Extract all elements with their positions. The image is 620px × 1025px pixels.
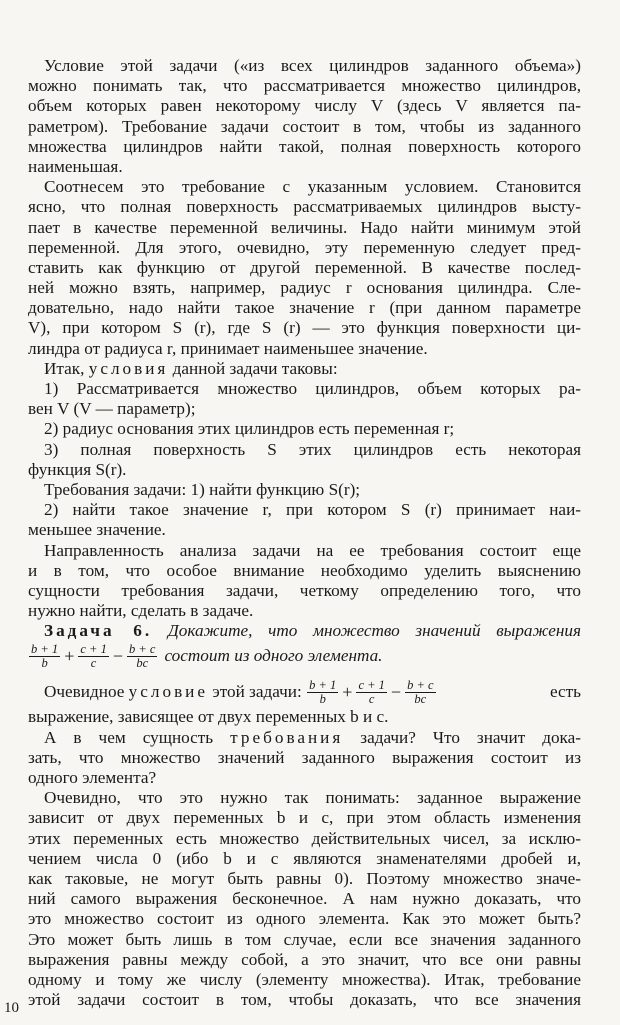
text-line: переменной. Для этого, очевидно, эту переменную следует пред- xyxy=(28,237,581,257)
text-line: довательно, надо найти такое значение r (при данном параметре xyxy=(28,298,581,318)
text-line: V), при котором S (r), где S (r) — это функция поверхности ци- xyxy=(28,318,581,338)
task-heading xyxy=(28,621,581,641)
text-line: Условие этой задачи («из всех цилиндров заданного объема») xyxy=(44,56,581,75)
text-line: вен V (V — параметр); xyxy=(28,399,196,419)
text-line: зависит от двух переменных b и c, при этом область изменения xyxy=(28,808,581,828)
text-line: можно понимать так, что рассматривается множество цилиндров, xyxy=(28,76,581,96)
text-line: Соотнесем это требование с указанным условием. Становится xyxy=(44,177,581,197)
text-line: чением числа 0 (ибо b и c являются знаменателями дробей и, xyxy=(28,848,581,868)
obv-mid: этой задачи: xyxy=(212,682,302,702)
itak-pre: Итак, xyxy=(44,358,85,378)
text-line: ставить как функцию от другой переменной. В качестве послед- xyxy=(28,257,581,277)
text-line: выражение, зависящее от двух переменных b и c. xyxy=(28,707,389,727)
para-d xyxy=(28,748,581,1010)
task-formula-line xyxy=(28,641,581,671)
text-line: пает в качестве переменной величины. Надо найти минимум этой xyxy=(28,217,581,237)
page-text xyxy=(28,56,581,1010)
text-line: функция S(r). xyxy=(28,459,127,479)
text-line: 3) полная поверхность S этих цилиндров есть некоторая xyxy=(44,439,581,459)
text-line: линдра от радиуса r, принимает наименьшее значение. xyxy=(28,338,428,358)
text-line: этих переменных есть множество действительных чисел, за исклю- xyxy=(28,828,581,848)
text-line: и в том, что особое внимание необходимо уделить выяснению xyxy=(28,560,581,580)
fraction: $\frac{b + c}{bc}$ xyxy=(128,641,156,670)
para-b xyxy=(28,379,581,621)
q-spaced: требования xyxy=(230,727,344,747)
fraction: $\frac{b + 1}{b}$ xyxy=(31,641,59,670)
obv-pre: Очевидное xyxy=(44,682,125,702)
text-line: наименьшая. xyxy=(28,156,123,176)
itak-spaced: условия xyxy=(88,358,169,378)
itak-post: данной задачи таковы: xyxy=(172,358,338,378)
text-line: нужно найти, сделать в задаче. xyxy=(28,601,254,621)
text-line: зать, что множество значений заданного выражения состоит из xyxy=(28,747,581,767)
question-line xyxy=(28,728,581,748)
text-line: 1) Рассматривается множество цилиндров, объем которых ра- xyxy=(44,379,581,398)
itak-line xyxy=(28,359,581,379)
text-line: 2) найти такое значение r, при котором S (r) принимает наи- xyxy=(44,500,581,520)
plus-sign: + xyxy=(342,681,353,702)
page-number: 10 xyxy=(4,1000,19,1016)
plus-sign: + xyxy=(64,645,75,666)
minus-sign: − xyxy=(112,645,123,666)
fraction: $\frac{b + 1}{b}$ xyxy=(309,677,337,706)
text-line: этой задачи состоит в том, чтобы доказать, что все значения xyxy=(28,990,581,1010)
text-line: сущности требования задачи, четкому определению того, что xyxy=(28,580,581,600)
text-line: Направленность анализа задачи на ее требования состоит еще xyxy=(44,540,581,560)
obv-post: есть xyxy=(549,682,581,702)
fraction: $\frac{c + 1}{c}$ xyxy=(80,641,107,670)
text-line: ний самого выражения бесконечное. А нам нужно доказать, что xyxy=(28,889,581,909)
text-line: одному и тому же числу (элементу множества). Итак, требование xyxy=(28,969,581,989)
text-line: одного элемента? xyxy=(28,768,157,787)
para-a xyxy=(28,56,581,359)
text-line: меньшее значение. xyxy=(28,520,166,540)
text-line: как таковые, не могут быть равны 0). Поэтому множество значе- xyxy=(28,868,581,888)
text-line: множества цилиндров найти такой, полная поверхность которого xyxy=(28,136,581,156)
task-label: Задача 6. xyxy=(44,621,153,641)
text-line: это множество состоит из одного элемента. Как это может быть? xyxy=(28,909,581,929)
minus-sign: − xyxy=(390,681,402,702)
task-tail: состоит из одного элемента. xyxy=(164,646,383,666)
text-line: выражения равны между собой, а это значит, что все они равны xyxy=(28,949,581,969)
text-line: 2) радиус основания этих цилиндров есть переменная r; xyxy=(44,419,455,439)
task-text: Докажите, что множество значений выражения xyxy=(167,621,581,641)
fraction: $\frac{b + c}{bc}$ xyxy=(407,677,434,706)
text-line: Очевидно, что это нужно так понимать: заданное выражение xyxy=(44,788,581,808)
fraction: $\frac{c + 1}{c}$ xyxy=(358,677,385,706)
text-line: Это может быть лишь в том случае, если все значения заданного xyxy=(28,929,581,949)
text-line: Требования задачи: 1) найти функцию S(r); xyxy=(44,479,361,499)
obv-spaced: условие xyxy=(128,682,209,702)
q-pre: А в чем сущность xyxy=(44,727,214,747)
q-post: задачи? Что значит дока- xyxy=(360,727,581,747)
text-line: ясно, что полная поверхность рассматриваемых цилиндров высту- xyxy=(28,197,581,217)
text-line: объем которых равен некоторому числу V (здесь V является па- xyxy=(28,96,581,116)
text-line: ней можно взять, например, радиус r основания цилиндра. Сле- xyxy=(28,278,581,298)
obvious-condition-line xyxy=(28,677,581,707)
text-line: раметром). Требование задачи состоит в том, чтобы из заданного xyxy=(28,116,581,136)
